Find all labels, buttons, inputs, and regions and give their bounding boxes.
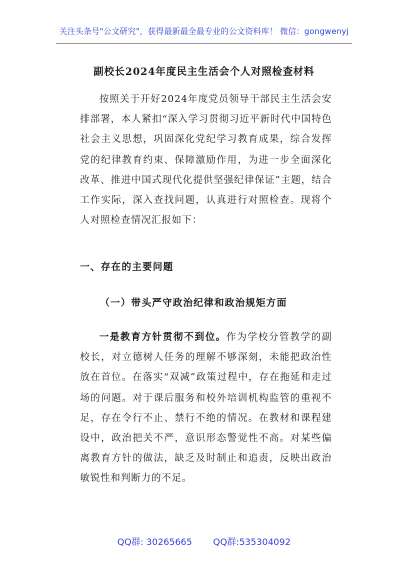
header-divider <box>56 43 352 44</box>
footer-qq-groups <box>0 535 408 548</box>
section-heading: 一、存在的主要问题 <box>80 262 174 273</box>
footer-qq-group-2: QQ群:535304092 <box>213 538 291 548</box>
point-lead-text: 一是教育方针贯彻不到位。 <box>99 332 227 343</box>
point-body-text: 作为学校分管教学的副校长，对立德树人任务的理解不够深刻，未能把政治性放在首位。在落实“双减”政策过程中，存在拖延和走过场的问题。对于课后服务和校外培训机构监管的重视不足，存在令行不止、禁行不绝的情况。在教材和课程建设中，政治把关不严，意识形态警觉性不高。对某些偏离教育方针的做法，缺乏及时制止和追责，反映出政治敏锐性和判断力的不足。 <box>80 332 333 485</box>
header-promo-text: 关注头条号"公文研究"，获得最新最全最专业的公文资料库！ 微信：gongwenyj <box>59 27 349 36</box>
subsection-heading: （一）带头严守政治纪律和政治规矩方面 <box>100 298 288 309</box>
intro-paragraph: 按照关于开好2024年度党员领导干部民主生活会安排部署，本人紧扣“深入学习贯彻习近平新时代中国特色社会主义思想，巩固深化党纪学习教育成果，综合发挥党的纪律教育约束、保障激励作用，为进一步全面深化改革、推进中国式现代化提供坚强纪律保证”主题，结合工作实际，深入查找问题，认真进行对照检查。现将个人对照检查情况汇报如下： <box>80 94 332 227</box>
footer-qq-group-1: QQ群: 30265665 <box>117 538 193 548</box>
document-title: 副校长2024年度民主生活会个人对照检查材料 <box>93 67 315 78</box>
point-paragraph <box>80 328 332 490</box>
